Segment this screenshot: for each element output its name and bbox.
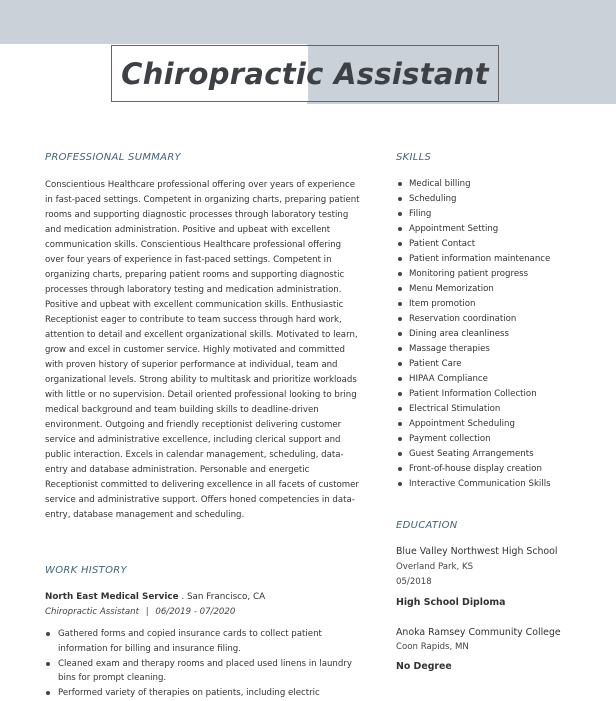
skill-item: Medical billing — [397, 177, 551, 192]
job-dates: 06/2019 - 07/2020 — [155, 607, 236, 617]
skill-item: Monitoring patient progress — [397, 267, 551, 282]
job-separator: | — [145, 607, 149, 617]
skill-item: Patient Care — [397, 357, 551, 372]
job-meta — [45, 606, 235, 618]
skill-item: Patient Contact — [397, 237, 551, 252]
edu-date: 05/2018 — [396, 577, 432, 587]
skill-item: Front-of-house display creation — [397, 462, 551, 477]
skill-item: Electrical Stimulation — [397, 402, 551, 417]
edu-school: Anoka Ramsey Community College — [396, 627, 561, 638]
skill-item: Appointment Scheduling — [397, 417, 551, 432]
job-title: Chiropractic Assistant — [45, 607, 139, 617]
skill-item: Filing — [397, 207, 551, 222]
skill-item: Guest Seating Arrangements — [397, 447, 551, 462]
skill-item: Dining area cleanliness — [397, 327, 551, 342]
job-location: . San Francisco, CA — [181, 592, 266, 602]
header-band — [0, 0, 616, 44]
skill-item: Reservation coordination — [397, 312, 551, 327]
education-heading: EDUCATION — [396, 520, 458, 531]
skills-list — [397, 177, 551, 492]
skill-item: Item promotion — [397, 297, 551, 312]
edu-city: Coon Rapids, MN — [396, 642, 469, 652]
skill-item: Menu Memorization — [397, 282, 551, 297]
skill-item: Payment collection — [397, 432, 551, 447]
skill-item: Massage therapies — [397, 342, 551, 357]
page-title: Chiropractic Assistant — [121, 56, 489, 91]
skill-item: Appointment Setting — [397, 222, 551, 237]
skill-item: Patient Information Collection — [397, 387, 551, 402]
skills-heading: SKILLS — [396, 152, 432, 163]
job-duty: Performed variety of therapies on patients, including electric — [45, 686, 365, 701]
job-duties — [45, 627, 365, 701]
skill-item: Scheduling — [397, 192, 551, 207]
edu-degree: High School Diploma — [396, 597, 506, 608]
edu-city: Overland Park, KS — [396, 562, 474, 572]
job-header — [45, 591, 265, 603]
summary-text: Conscientious Healthcare professional offering over years of experience in fast-paced settings. Competent in organizing charts, preparing patient rooms and supporting diagnostic processes through laboratory testing and medication administration. Positive and upbeat with excellent communication skills. Conscientious Healthcare professional offering over four years of experience in fast-paced settings. Competent in organizing charts, preparing patient rooms and supporting diagnostic processes through laboratory testing and medication administration. Positive and upbeat with excellent communication skills. Enthusiastic Receptionist eager to contribute to team success through hard work, attention to detail and excellent organizational skills. Motivated to learn, grow and excel in customer service. Highly motivated and committed with proven history of superior performance at individual, team and organizational levels. Strong ability to multitask and prioritize workloads with little or no supervision. Detail oriented professional looking to bring medical background and team building skills to deadline-driven environment. Outgoing and friendly receptionist delivering customer service and administrative excellence, including clerical support and public interaction. Excels in calendar management, scheduling, data-entry and database administration. Personable and energetic Receptionist committed to delivering excellence in all facets of customer service and administrative support. Offers honed competencies in data-entry, database management and scheduling. — [45, 180, 360, 520]
skill-item: HIPAA Compliance — [397, 372, 551, 387]
job-duty: Cleaned exam and therapy rooms and placed used linens in laundry bins for prompt cleaning. — [45, 657, 365, 687]
job-employer: North East Medical Service — [45, 592, 179, 602]
title-box — [111, 45, 499, 102]
skill-item: Interactive Communication Skills — [397, 477, 551, 492]
job-duty: Gathered forms and copied insurance cards to collect patient information for billing and insurance filing. — [45, 627, 365, 657]
work-heading: WORK HISTORY — [45, 565, 127, 576]
summary-heading: PROFESSIONAL SUMMARY — [45, 152, 181, 163]
skill-item: Patient information maintenance — [397, 252, 551, 267]
edu-school: Blue Valley Northwest High School — [396, 546, 558, 557]
edu-degree: No Degree — [396, 661, 452, 672]
